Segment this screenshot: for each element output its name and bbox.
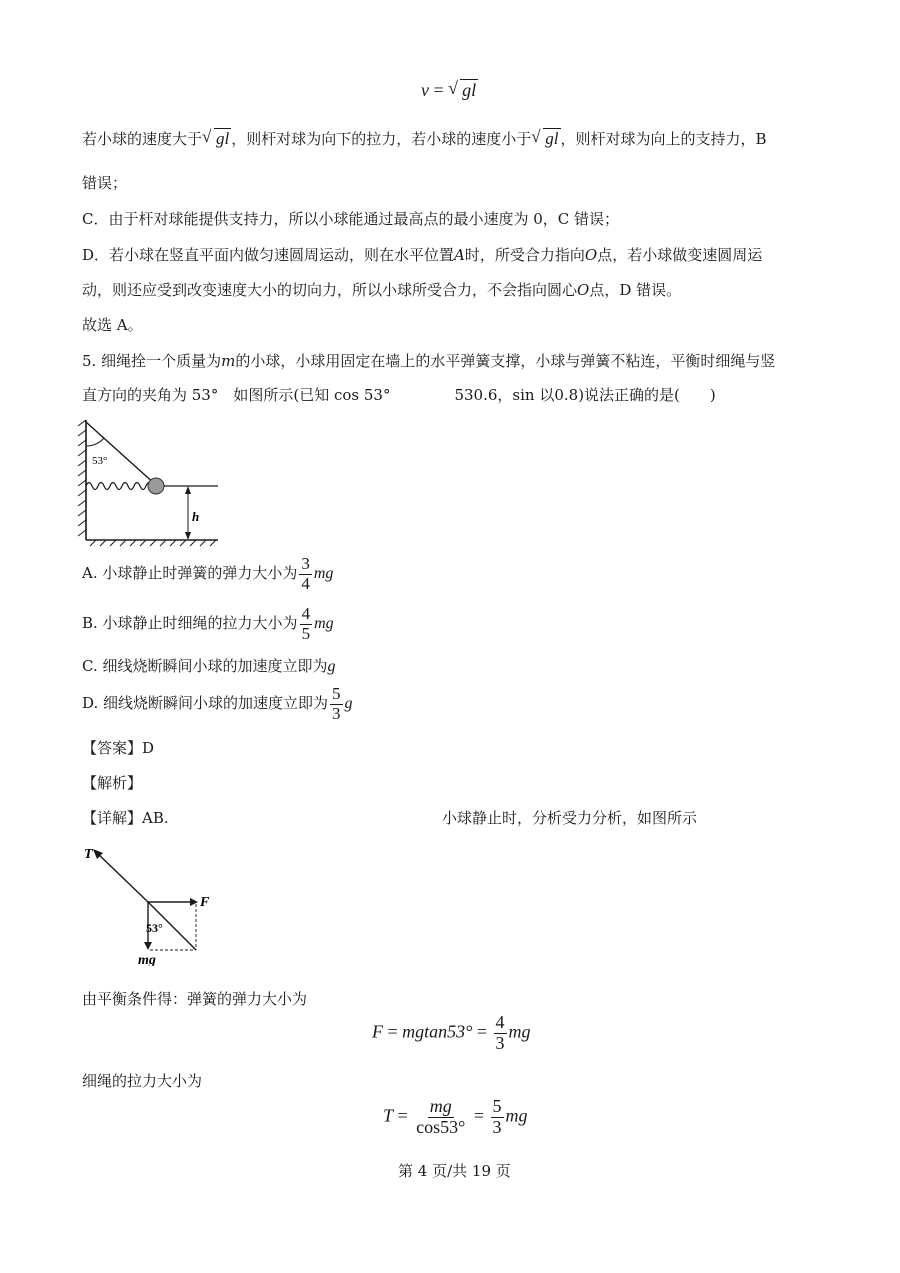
equation-t bbox=[383, 1097, 528, 1138]
spring bbox=[86, 483, 158, 490]
para-d-line2 bbox=[82, 279, 681, 300]
text: 点，D 错误。 bbox=[589, 281, 682, 299]
spring-force-label: F bbox=[200, 895, 210, 910]
point-o: O bbox=[584, 246, 598, 264]
radicand: gl bbox=[545, 129, 559, 148]
question-line1 bbox=[82, 350, 775, 371]
t-symbol: T bbox=[383, 1105, 394, 1126]
fraction bbox=[330, 685, 343, 723]
conclusion: 故选 A。 bbox=[82, 316, 143, 334]
text: D．若小球在竖直平面内做匀速圆周运动，则在水平位置 bbox=[82, 246, 455, 264]
text: ，则杆对球为向上的支持力，B bbox=[560, 130, 767, 148]
fraction bbox=[414, 1097, 467, 1138]
denominator: 3 bbox=[492, 1116, 502, 1137]
arrowhead-up bbox=[185, 486, 191, 494]
text: 动，则还应受到改变速度大小的切向力，所以小球所受合力，不会指向圆心 bbox=[82, 281, 578, 299]
equation-f bbox=[372, 1013, 531, 1054]
option-text: D. 细线烧断瞬间小球的加速度立即为 bbox=[82, 694, 329, 713]
para-b-line1 bbox=[82, 128, 767, 149]
question-line2 bbox=[82, 384, 716, 405]
rope bbox=[86, 422, 156, 485]
option-d bbox=[82, 685, 353, 723]
balance-text: 由平衡条件得：弹簧的弹力大小为 bbox=[82, 990, 308, 1008]
page-footer: 第 4 页/共 19 页 bbox=[398, 1162, 511, 1180]
detail-text: 小球静止时，分析受力分析，如图所示 bbox=[442, 809, 698, 827]
ball bbox=[148, 478, 164, 494]
option-b bbox=[82, 605, 334, 643]
equals: = bbox=[397, 1105, 408, 1126]
fraction bbox=[494, 1013, 507, 1054]
tension-vector bbox=[96, 852, 148, 902]
text: 5. 细绳拴一个质量为 bbox=[82, 352, 222, 370]
option-text: B. 小球静止时细绳的拉力大小为 bbox=[82, 614, 298, 633]
f-symbol: F bbox=[372, 1021, 383, 1042]
formula-lhs: v bbox=[421, 80, 429, 100]
tension-text: 细绳的拉力大小为 bbox=[82, 1072, 203, 1090]
fraction bbox=[491, 1097, 504, 1138]
equals: = bbox=[387, 1021, 398, 1042]
denominator: cos53° bbox=[416, 1116, 466, 1137]
unit: mg bbox=[314, 615, 334, 633]
denominator: 4 bbox=[301, 573, 310, 593]
option-c bbox=[82, 655, 335, 676]
text: 若小球的速度大于 bbox=[82, 130, 203, 148]
sqrt-radicand: gl bbox=[462, 80, 477, 100]
arrowhead-down bbox=[185, 532, 191, 540]
text: 的小球，小球用固定在墙上的水平弹簧支撑，小球与弹簧不粘连，平衡时细绳与竖 bbox=[235, 352, 776, 370]
point-o: O bbox=[577, 281, 590, 299]
para-d-line1 bbox=[82, 244, 762, 265]
denominator: 5 bbox=[301, 623, 311, 643]
tension-label: T bbox=[84, 847, 93, 862]
unit: mg bbox=[505, 1105, 528, 1126]
para-b-line2: 错误； bbox=[82, 174, 128, 192]
answer: 【答案】D bbox=[82, 739, 155, 757]
unit: mg bbox=[313, 565, 334, 583]
unit: g bbox=[327, 658, 336, 675]
equals: = bbox=[476, 1021, 488, 1042]
equals: = bbox=[473, 1105, 485, 1126]
unit: mg bbox=[508, 1021, 531, 1042]
numerator: 5 bbox=[332, 684, 341, 703]
text: 点，若小球做变速圆周运 bbox=[597, 246, 763, 264]
denominator: 3 bbox=[495, 1032, 505, 1053]
ground-hatching bbox=[90, 540, 216, 546]
height-label: h bbox=[192, 509, 200, 524]
gravity-label: mg bbox=[138, 953, 156, 966]
position-a: A bbox=[454, 246, 465, 264]
wall-hatching bbox=[78, 420, 86, 536]
fraction bbox=[299, 555, 312, 593]
figure-force-diagram bbox=[80, 842, 230, 966]
mass-symbol: m bbox=[221, 352, 236, 370]
figure-wall-spring-ball bbox=[76, 418, 226, 548]
spring-force-arrowhead bbox=[190, 898, 198, 906]
gravity-arrowhead bbox=[144, 942, 152, 950]
angle-label: 53° bbox=[92, 455, 108, 467]
formula-v-equals-sqrt-gl bbox=[421, 80, 478, 101]
option-text: A. 小球静止时弹簧的弹力大小为 bbox=[82, 564, 298, 583]
text: 时，所受合力指向 bbox=[464, 246, 585, 264]
unit: g bbox=[344, 695, 353, 713]
expression: mgtan53° bbox=[402, 1021, 473, 1042]
numerator: 4 bbox=[301, 604, 311, 623]
fraction bbox=[300, 605, 313, 643]
numerator: 5 bbox=[492, 1096, 502, 1116]
sqrt-gl-1: √ gl bbox=[202, 127, 230, 148]
angle-arc bbox=[86, 438, 104, 446]
text: 直方向的夹角为 53° 如图所示(已知 cos 53° bbox=[82, 386, 391, 404]
detail-label: 【详解】AB. bbox=[82, 809, 169, 827]
sqrt-symbol: √ gl bbox=[448, 78, 477, 100]
text: 530.6，sin 以0.8)说法正确的是( ) bbox=[454, 386, 716, 404]
text: ，则杆对球为向下的拉力，若小球的速度小于 bbox=[231, 130, 532, 148]
para-c: C．由于杆对球能提供支持力，所以小球能通过最高点的最小速度为 0，C 错误； bbox=[82, 210, 620, 228]
denominator: 3 bbox=[332, 703, 341, 723]
option-text: C. 细线烧断瞬间小球的加速度立即为 bbox=[82, 657, 328, 675]
numerator: 4 bbox=[495, 1012, 505, 1032]
formula-equals: = bbox=[433, 80, 444, 100]
radicand: gl bbox=[216, 129, 230, 148]
numerator: mg bbox=[429, 1096, 452, 1116]
numerator: 3 bbox=[301, 554, 310, 573]
sqrt-gl-2: √ gl bbox=[531, 127, 559, 148]
analysis-heading: 【解析】 bbox=[82, 774, 143, 792]
option-a bbox=[82, 555, 333, 593]
angle-label: 53° bbox=[146, 921, 163, 935]
